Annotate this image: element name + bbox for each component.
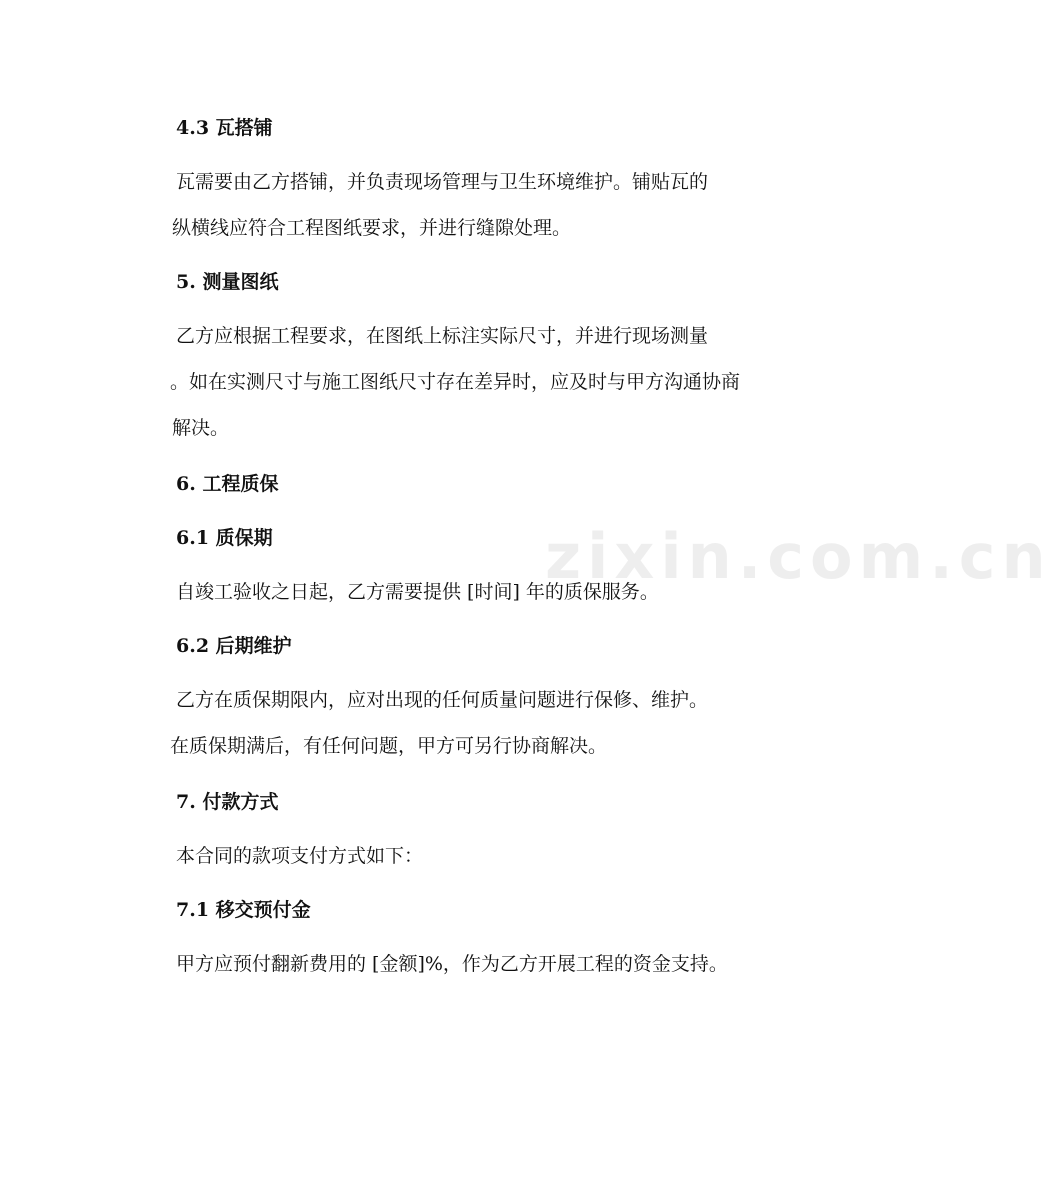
paragraph-line: 纵横线应符合工程图纸要求，并进行缝隙处理。 bbox=[172, 217, 572, 239]
paragraph-4-3 bbox=[172, 170, 776, 240]
paragraph-6-2 bbox=[170, 688, 776, 758]
paragraph-line: 瓦需要由乙方搭铺，并负责现场管理与卫生环境维护。铺贴瓦的 bbox=[176, 171, 709, 193]
paragraph-7 bbox=[176, 844, 776, 868]
paragraph-7-1 bbox=[176, 952, 776, 976]
paragraph-line: 解决。 bbox=[172, 417, 230, 439]
paragraph-6-1 bbox=[176, 580, 776, 604]
heading-7: 7. 付款方式 bbox=[176, 791, 279, 813]
heading-6-1: 6.1 质保期 bbox=[176, 527, 273, 549]
paragraph-line: 乙方应根据工程要求，在图纸上标注实际尺寸，并进行现场测量 bbox=[176, 325, 709, 347]
paragraph-line: 本合同的款项支付方式如下： bbox=[176, 845, 424, 867]
heading-6-2: 6.2 后期维护 bbox=[176, 635, 292, 657]
paragraph-line: 。如在实测尺寸与施工图纸尺寸存在差异时，应及时与甲方沟通协商 bbox=[170, 371, 741, 393]
paragraph-line: 自竣工验收之日起，乙方需要提供 [时间] 年的质保服务。 bbox=[176, 581, 659, 603]
heading-6: 6. 工程质保 bbox=[176, 473, 279, 495]
heading-7-1: 7.1 移交预付金 bbox=[176, 899, 311, 921]
heading-4-3: 4.3 瓦搭铺 bbox=[176, 117, 273, 139]
paragraph-line: 乙方在质保期限内，应对出现的任何质量问题进行保修、维护。 bbox=[176, 689, 709, 711]
heading-5: 5. 测量图纸 bbox=[176, 271, 279, 293]
watermark: zixin.com.cn bbox=[545, 520, 1052, 593]
paragraph-line: 在质保期满后，有任何问题，甲方可另行协商解决。 bbox=[170, 735, 608, 757]
paragraph-5 bbox=[170, 324, 776, 440]
paragraph-line: 甲方应预付翻新费用的 [金额]%，作为乙方开展工程的资金支持。 bbox=[176, 953, 728, 975]
